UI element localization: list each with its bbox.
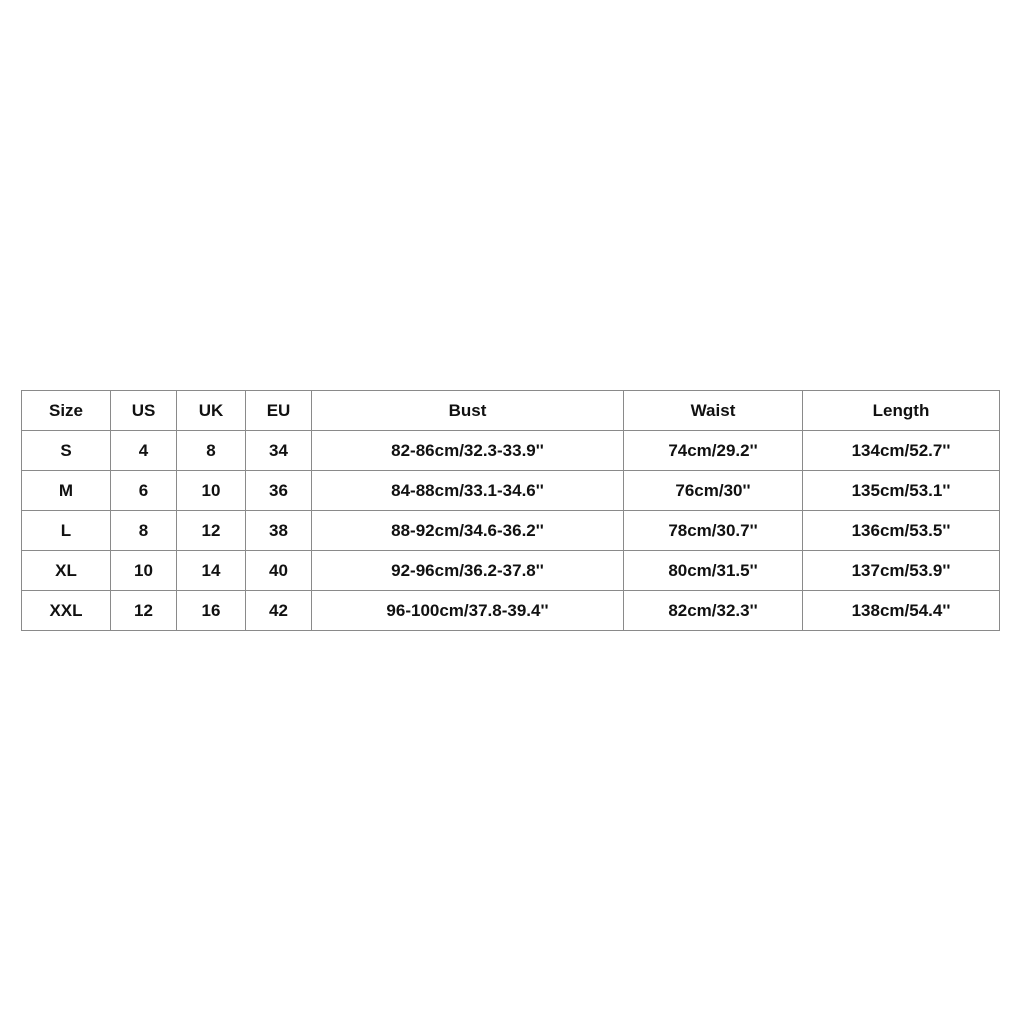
header-length: Length (803, 391, 1000, 431)
cell-eu: 42 (246, 591, 312, 631)
cell-uk: 8 (177, 431, 246, 471)
cell-length: 135cm/53.1'' (803, 471, 1000, 511)
header-uk: UK (177, 391, 246, 431)
table-row (22, 511, 1000, 551)
header-eu: EU (246, 391, 312, 431)
cell-length: 136cm/53.5'' (803, 511, 1000, 551)
size-chart-table (21, 390, 1000, 631)
cell-size: XL (22, 551, 111, 591)
header-size: Size (22, 391, 111, 431)
cell-waist: 82cm/32.3'' (624, 591, 803, 631)
cell-us: 6 (111, 471, 177, 511)
cell-waist: 80cm/31.5'' (624, 551, 803, 591)
cell-size: M (22, 471, 111, 511)
cell-size: S (22, 431, 111, 471)
cell-uk: 12 (177, 511, 246, 551)
table-row (22, 551, 1000, 591)
table-header-row (22, 391, 1000, 431)
cell-uk: 16 (177, 591, 246, 631)
cell-bust: 82-86cm/32.3-33.9'' (312, 431, 624, 471)
cell-length: 137cm/53.9'' (803, 551, 1000, 591)
table-row (22, 431, 1000, 471)
cell-bust: 88-92cm/34.6-36.2'' (312, 511, 624, 551)
cell-length: 134cm/52.7'' (803, 431, 1000, 471)
cell-waist: 74cm/29.2'' (624, 431, 803, 471)
cell-us: 4 (111, 431, 177, 471)
table-row (22, 591, 1000, 631)
cell-eu: 34 (246, 431, 312, 471)
cell-bust: 84-88cm/33.1-34.6'' (312, 471, 624, 511)
table-row (22, 471, 1000, 511)
header-waist: Waist (624, 391, 803, 431)
header-bust: Bust (312, 391, 624, 431)
cell-uk: 10 (177, 471, 246, 511)
cell-us: 8 (111, 511, 177, 551)
cell-waist: 78cm/30.7'' (624, 511, 803, 551)
cell-uk: 14 (177, 551, 246, 591)
cell-eu: 36 (246, 471, 312, 511)
cell-size: XXL (22, 591, 111, 631)
cell-size: L (22, 511, 111, 551)
header-us: US (111, 391, 177, 431)
cell-us: 10 (111, 551, 177, 591)
cell-bust: 92-96cm/36.2-37.8'' (312, 551, 624, 591)
cell-length: 138cm/54.4'' (803, 591, 1000, 631)
cell-bust: 96-100cm/37.8-39.4'' (312, 591, 624, 631)
cell-eu: 40 (246, 551, 312, 591)
cell-us: 12 (111, 591, 177, 631)
cell-waist: 76cm/30'' (624, 471, 803, 511)
cell-eu: 38 (246, 511, 312, 551)
